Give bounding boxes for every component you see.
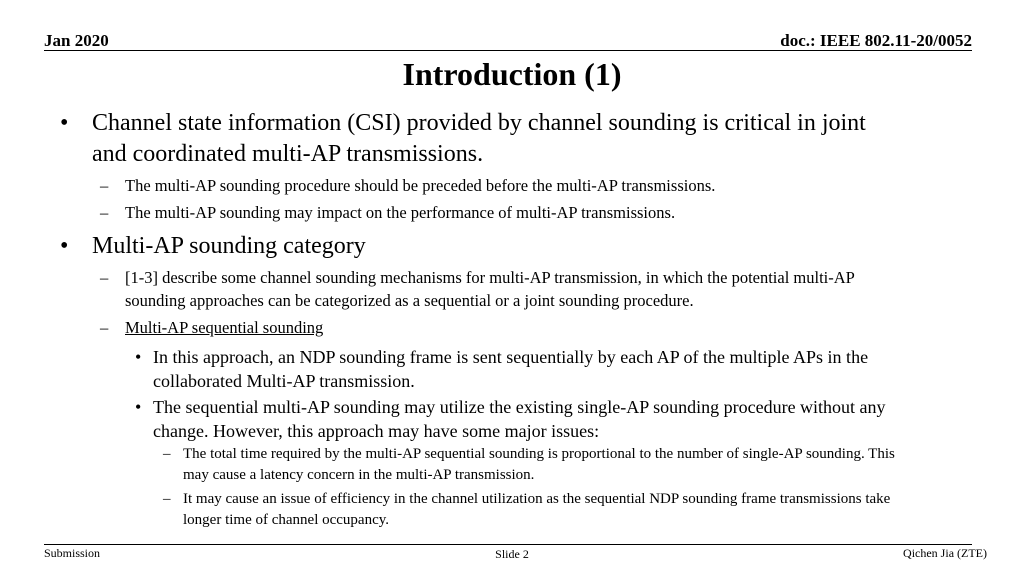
dash-marker: – [163,491,171,507]
bullet-text: The multi-AP sounding may impact on the performance of multi-AP transmissions. [125,203,676,222]
bullet-approach [135,345,913,393]
header-divider [44,50,972,51]
bullet-text: In this approach, an NDP sounding frame is sent sequentially by each AP of the multiple APs in the collaborated Multi-AP transmission. [153,347,869,391]
bullet-text: It may cause an issue of efficiency in the channel utilization as the sequential NDP sounding frame transmissions take longer time of channel occupancy. [183,491,891,528]
issue-efficiency [163,489,903,531]
slide-title: Introduction (1) [402,56,622,92]
bullet-sounding-category [60,231,882,262]
bullet-csi [60,108,882,170]
bullet-text: Multi-AP sounding category [92,233,366,259]
bullet-text: The total time required by the multi-AP sequential sounding is proportional to the number of single-AP sounding. This may cause a latency concern in the multi-AP transmission. [183,446,895,483]
bullet-sequential-sounding [100,316,915,339]
footer-submission: Submission [44,546,101,560]
bullet-marker: • [60,233,69,259]
bullet-text-underlined: Multi-AP sequential sounding [125,318,324,337]
footer-slide-number: Slide 2 [495,547,529,561]
bullet-text: [1-3] describe some channel sounding mechanisms for multi-AP transmission, in which the potential multi-AP sounding approaches can be categorized as a sequential or a joint sounding procedure. [125,268,855,310]
header-date: Jan 2020 [44,31,109,50]
issue-latency [163,444,903,486]
dash-marker: – [100,318,109,337]
footer-author: Qichen Jia (ZTE) [903,546,987,560]
bullet-references [100,266,915,312]
dash-marker: – [100,203,109,222]
bullet-text: Channel state information (CSI) provided by channel sounding is critical in joint and coordinated multi-AP transmissions. [92,110,866,167]
dash-marker: – [100,176,109,195]
footer-divider [44,544,972,545]
bullet-sounding-impact [100,201,915,224]
bullet-sounding-preceded [100,174,915,197]
header-doc-id: doc.: IEEE 802.11-20/0052 [780,31,972,50]
dash-marker: – [100,268,109,287]
bullet-marker: • [135,347,142,367]
dash-marker: – [163,446,171,462]
bullet-marker: • [135,397,142,417]
bullet-text: The multi-AP sounding procedure should be preceded before the multi-AP transmissions. [125,176,716,195]
bullet-marker: • [60,110,69,136]
bullet-major-issues [135,395,913,443]
bullet-text: The sequential multi-AP sounding may utilize the existing single-AP sounding procedure without any change. However, this approach may have some major issues: [153,397,886,441]
